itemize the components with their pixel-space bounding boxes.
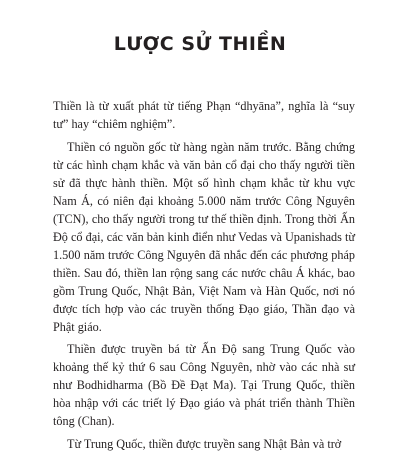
chapter-title: LƯỢC SỬ THIỀN [113, 33, 287, 55]
paragraph-3: Thiền được truyền bá từ Ấn Độ sang Trung Quốc vào khoảng thế kỷ thứ 6 sau Công Nguyên, nhờ vào các nhà sư như Bodhidharma (Bồ Đề Đạt Ma). Tại Trung Quốc, thiền hòa nhập với các triết lý Đạo giáo và phát triển thành Thiền tông (Chan). [53, 342, 355, 428]
paragraph-4: Từ Trung Quốc, thiền được truyền sang Nhật Bản và trở [67, 436, 342, 451]
paragraph-1: Thiền là từ xuất phát từ tiếng Phạn “dhyāna”, nghĩa là “suy tư” hay “chiêm nghiệm”. [53, 99, 355, 131]
chapter-body [53, 97, 355, 457]
paragraph-2: Thiền có nguồn gốc từ hàng ngàn năm trước. Bằng chứng từ các hình chạm khắc và văn bản cổ đại cho thấy người tiền sử đã thực hành thiền. Một số hình chạm khắc từ khu vực Nam Á, có niên đại khoảng 5.000 năm trước Công Nguyên (TCN), cho thấy người trong tư thế thiền định. Trong thời Ấn Độ cổ đại, các văn bản kinh điển như Vedas và Upanishads từ 1.500 năm trước Công Nguyên đã nhắc đến các phương pháp thiền. Sau đó, thiền lan rộng sang các nước châu Á khác, bao gồm Trung Quốc, Nhật Bản, Việt Nam và Hàn Quốc, nơi nó được tích hợp vào các truyền thống Đạo giáo, Thần đạo và Phật giáo. [53, 139, 355, 334]
